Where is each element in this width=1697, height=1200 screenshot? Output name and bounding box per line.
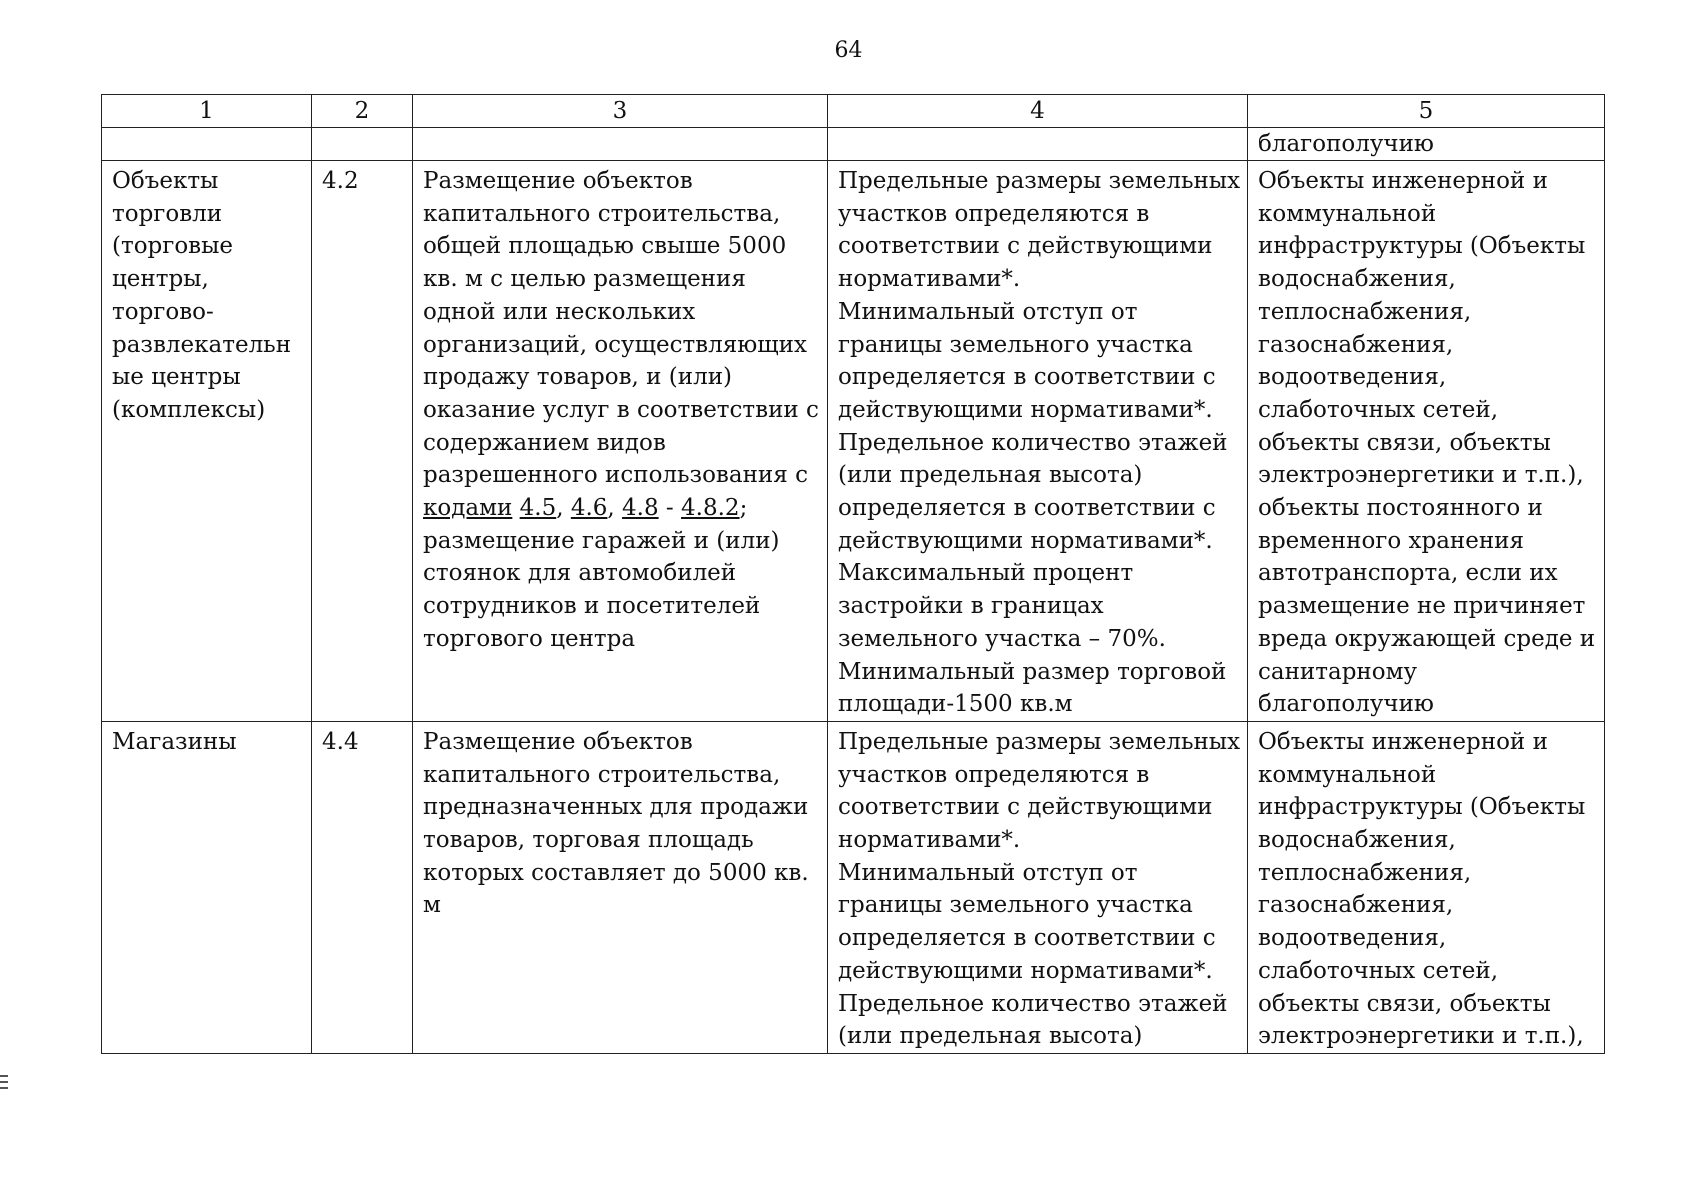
text-line: общей площадью свыше 5000 xyxy=(423,233,787,260)
text-line: временного хранения xyxy=(1258,527,1525,554)
page-number: 64 xyxy=(834,38,863,63)
text-line: Магазины xyxy=(112,728,237,755)
text-line: торгово- xyxy=(112,298,214,325)
text-line: границы земельного участка xyxy=(838,892,1193,919)
text-line: капитального строительства, xyxy=(423,761,781,788)
auxiliary-uses-cell xyxy=(1248,721,1605,1053)
text-line: ые центры xyxy=(112,364,241,391)
parameters-cell xyxy=(828,161,1248,722)
text-line: одной или нескольких xyxy=(423,298,696,325)
text-line: Объекты инженерной и xyxy=(1258,728,1548,755)
column-header-2: 2 xyxy=(312,95,413,128)
text-line: слаботочных сетей, xyxy=(1258,396,1499,423)
text-line: инфраструктуры (Объекты xyxy=(1258,233,1586,260)
carry-cell-5: благополучию xyxy=(1248,128,1605,161)
scan-mark xyxy=(0,1087,8,1089)
code-link-4-5[interactable]: 4.5 xyxy=(519,495,557,522)
text-line: электроэнергетики и т.п.), xyxy=(1258,462,1584,489)
text-line: земельного участка – 70%. xyxy=(838,625,1166,652)
code-link-4-8-2[interactable]: 4.8.2 xyxy=(681,495,740,522)
text-line: (или предельная высота) xyxy=(838,1023,1143,1050)
text-line: благополучию xyxy=(1258,691,1434,718)
text-line: действующими нормативами*. xyxy=(838,527,1213,554)
text-line: границы земельного участка xyxy=(838,331,1193,358)
text-line: м xyxy=(423,892,441,919)
text-line: соответствии с действующими xyxy=(838,794,1213,821)
table-row xyxy=(102,161,1605,722)
text-line: действующими нормативами*. xyxy=(838,957,1213,984)
text-line: содержанием видов xyxy=(423,429,666,456)
code-link-4-6[interactable]: 4.6 xyxy=(570,495,608,522)
text-line: (или предельная высота) xyxy=(838,462,1143,489)
carry-cell-4 xyxy=(828,128,1248,161)
text-line: Минимальный отступ от xyxy=(838,859,1138,886)
text-line: объекты связи, объекты xyxy=(1258,990,1551,1017)
table-row xyxy=(102,721,1605,1053)
text-line: Объекты инженерной и xyxy=(1258,168,1548,194)
text-line: Минимальный отступ от xyxy=(838,298,1138,325)
text-line: нормативами*. xyxy=(838,827,1021,854)
carry-cell-3 xyxy=(413,128,828,161)
text-line: Предельные размеры земельных xyxy=(838,728,1241,755)
text-line: застройки в границах xyxy=(838,593,1104,620)
text-line: торгового центра xyxy=(423,625,636,652)
text-line: теплоснабжения, xyxy=(1258,859,1472,886)
text-line: инфраструктуры (Объекты xyxy=(1258,794,1586,821)
text-line: которых составляет до 5000 кв. xyxy=(423,859,809,886)
text-line: определяется в соответствии с xyxy=(838,925,1216,952)
use-code-cell: 4.2 xyxy=(312,161,413,722)
column-header-5: 5 xyxy=(1248,95,1605,128)
carry-cell-1 xyxy=(102,128,312,161)
use-description-cell xyxy=(413,721,828,1053)
text-line: теплоснабжения, xyxy=(1258,298,1472,325)
code-terminator: ; xyxy=(739,495,748,522)
use-type-name-cell xyxy=(102,161,312,722)
text-line: нормативами*. xyxy=(838,266,1021,293)
text-line: Минимальный размер торговой xyxy=(838,658,1227,685)
code-link-4-8[interactable]: 4.8 xyxy=(622,495,659,522)
text-line: предназначенных для продажи xyxy=(423,794,809,821)
text-line: центры, xyxy=(112,266,209,293)
column-header-3: 3 xyxy=(413,95,828,128)
text-line: коммунальной xyxy=(1258,761,1437,788)
text-line: капитального строительства, xyxy=(423,200,781,227)
text-line: участков определяются в xyxy=(838,761,1150,788)
code-separator: , xyxy=(556,495,571,522)
text-line: торговли xyxy=(112,200,223,227)
parameters-cell xyxy=(828,721,1248,1053)
text-line: определяется в соответствии с xyxy=(838,495,1216,522)
carry-over-row xyxy=(102,128,1605,161)
text-line: Предельные размеры земельных xyxy=(838,168,1241,194)
scan-mark xyxy=(0,1081,8,1083)
text-line: газоснабжения, xyxy=(1258,331,1454,358)
text-line: соответствии с действующими xyxy=(838,233,1213,260)
code-separator: , xyxy=(607,495,623,522)
scan-margin-marks xyxy=(0,1075,8,1095)
text-line: водоснабжения, xyxy=(1258,827,1456,854)
text-line: вреда окружающей среде и xyxy=(1258,625,1596,652)
text-line: участков определяются в xyxy=(838,200,1150,227)
text-line: товаров, торговая площадь xyxy=(423,827,754,854)
text-line: водоотведения, xyxy=(1258,925,1447,952)
carry-cell-2 xyxy=(312,128,413,161)
land-use-table xyxy=(101,94,1605,1054)
text-line: площади-1500 кв.м xyxy=(838,691,1073,718)
text-line: сотрудников и посетителей xyxy=(423,593,761,620)
code-separator: - xyxy=(658,495,682,522)
text-line: Объекты xyxy=(112,168,219,194)
text-line: электроэнергетики и т.п.), xyxy=(1258,1023,1584,1050)
text-line: кв. м с целью размещения xyxy=(423,266,746,293)
text-line: Максимальный процент xyxy=(838,560,1134,587)
text-line: санитарному xyxy=(1258,658,1418,685)
use-description-cell xyxy=(413,161,828,722)
text-line: разрешенного использования с xyxy=(423,462,808,489)
text-line: организаций, осуществляющих xyxy=(423,331,807,358)
text-line: объекты постоянного и xyxy=(1258,495,1543,522)
text-line: водоотведения, xyxy=(1258,364,1447,391)
table-header-row xyxy=(102,95,1605,128)
text-line: водоснабжения, xyxy=(1258,266,1456,293)
text-line: газоснабжения, xyxy=(1258,892,1454,919)
text-line: автотранспорта, если их xyxy=(1258,560,1558,587)
text-line: (комплексы) xyxy=(112,396,266,423)
text-line: объекты связи, объекты xyxy=(1258,429,1551,456)
use-code-cell: 4.4 xyxy=(312,721,413,1053)
text-line: Предельное количество этажей xyxy=(838,429,1228,456)
column-header-1: 1 xyxy=(102,95,312,128)
column-header-4: 4 xyxy=(828,95,1248,128)
codes-line xyxy=(423,492,817,525)
auxiliary-uses-cell xyxy=(1248,161,1605,722)
codes-label-link[interactable]: кодами xyxy=(423,495,513,522)
scan-mark xyxy=(0,1075,8,1077)
text-line: определяется в соответствии с xyxy=(838,364,1216,391)
text-line: слаботочных сетей, xyxy=(1258,957,1499,984)
text-line: коммунальной xyxy=(1258,200,1437,227)
use-type-name-cell xyxy=(102,721,312,1053)
text-line: действующими нормативами*. xyxy=(838,396,1213,423)
text-line: стоянок для автомобилей xyxy=(423,560,737,587)
text-line: развлекательн xyxy=(112,331,292,358)
text-line: Предельное количество этажей xyxy=(838,990,1228,1017)
text-line: (торговые xyxy=(112,233,234,260)
text-line: Размещение объектов xyxy=(423,728,693,755)
text-line: продажу товаров, и (или) xyxy=(423,364,733,391)
text-line: размещение гаражей и (или) xyxy=(423,527,780,554)
text-line: Размещение объектов xyxy=(423,168,693,194)
text-line: оказание услуг в соответствии с xyxy=(423,396,819,423)
text-line: размещение не причиняет xyxy=(1258,593,1586,620)
